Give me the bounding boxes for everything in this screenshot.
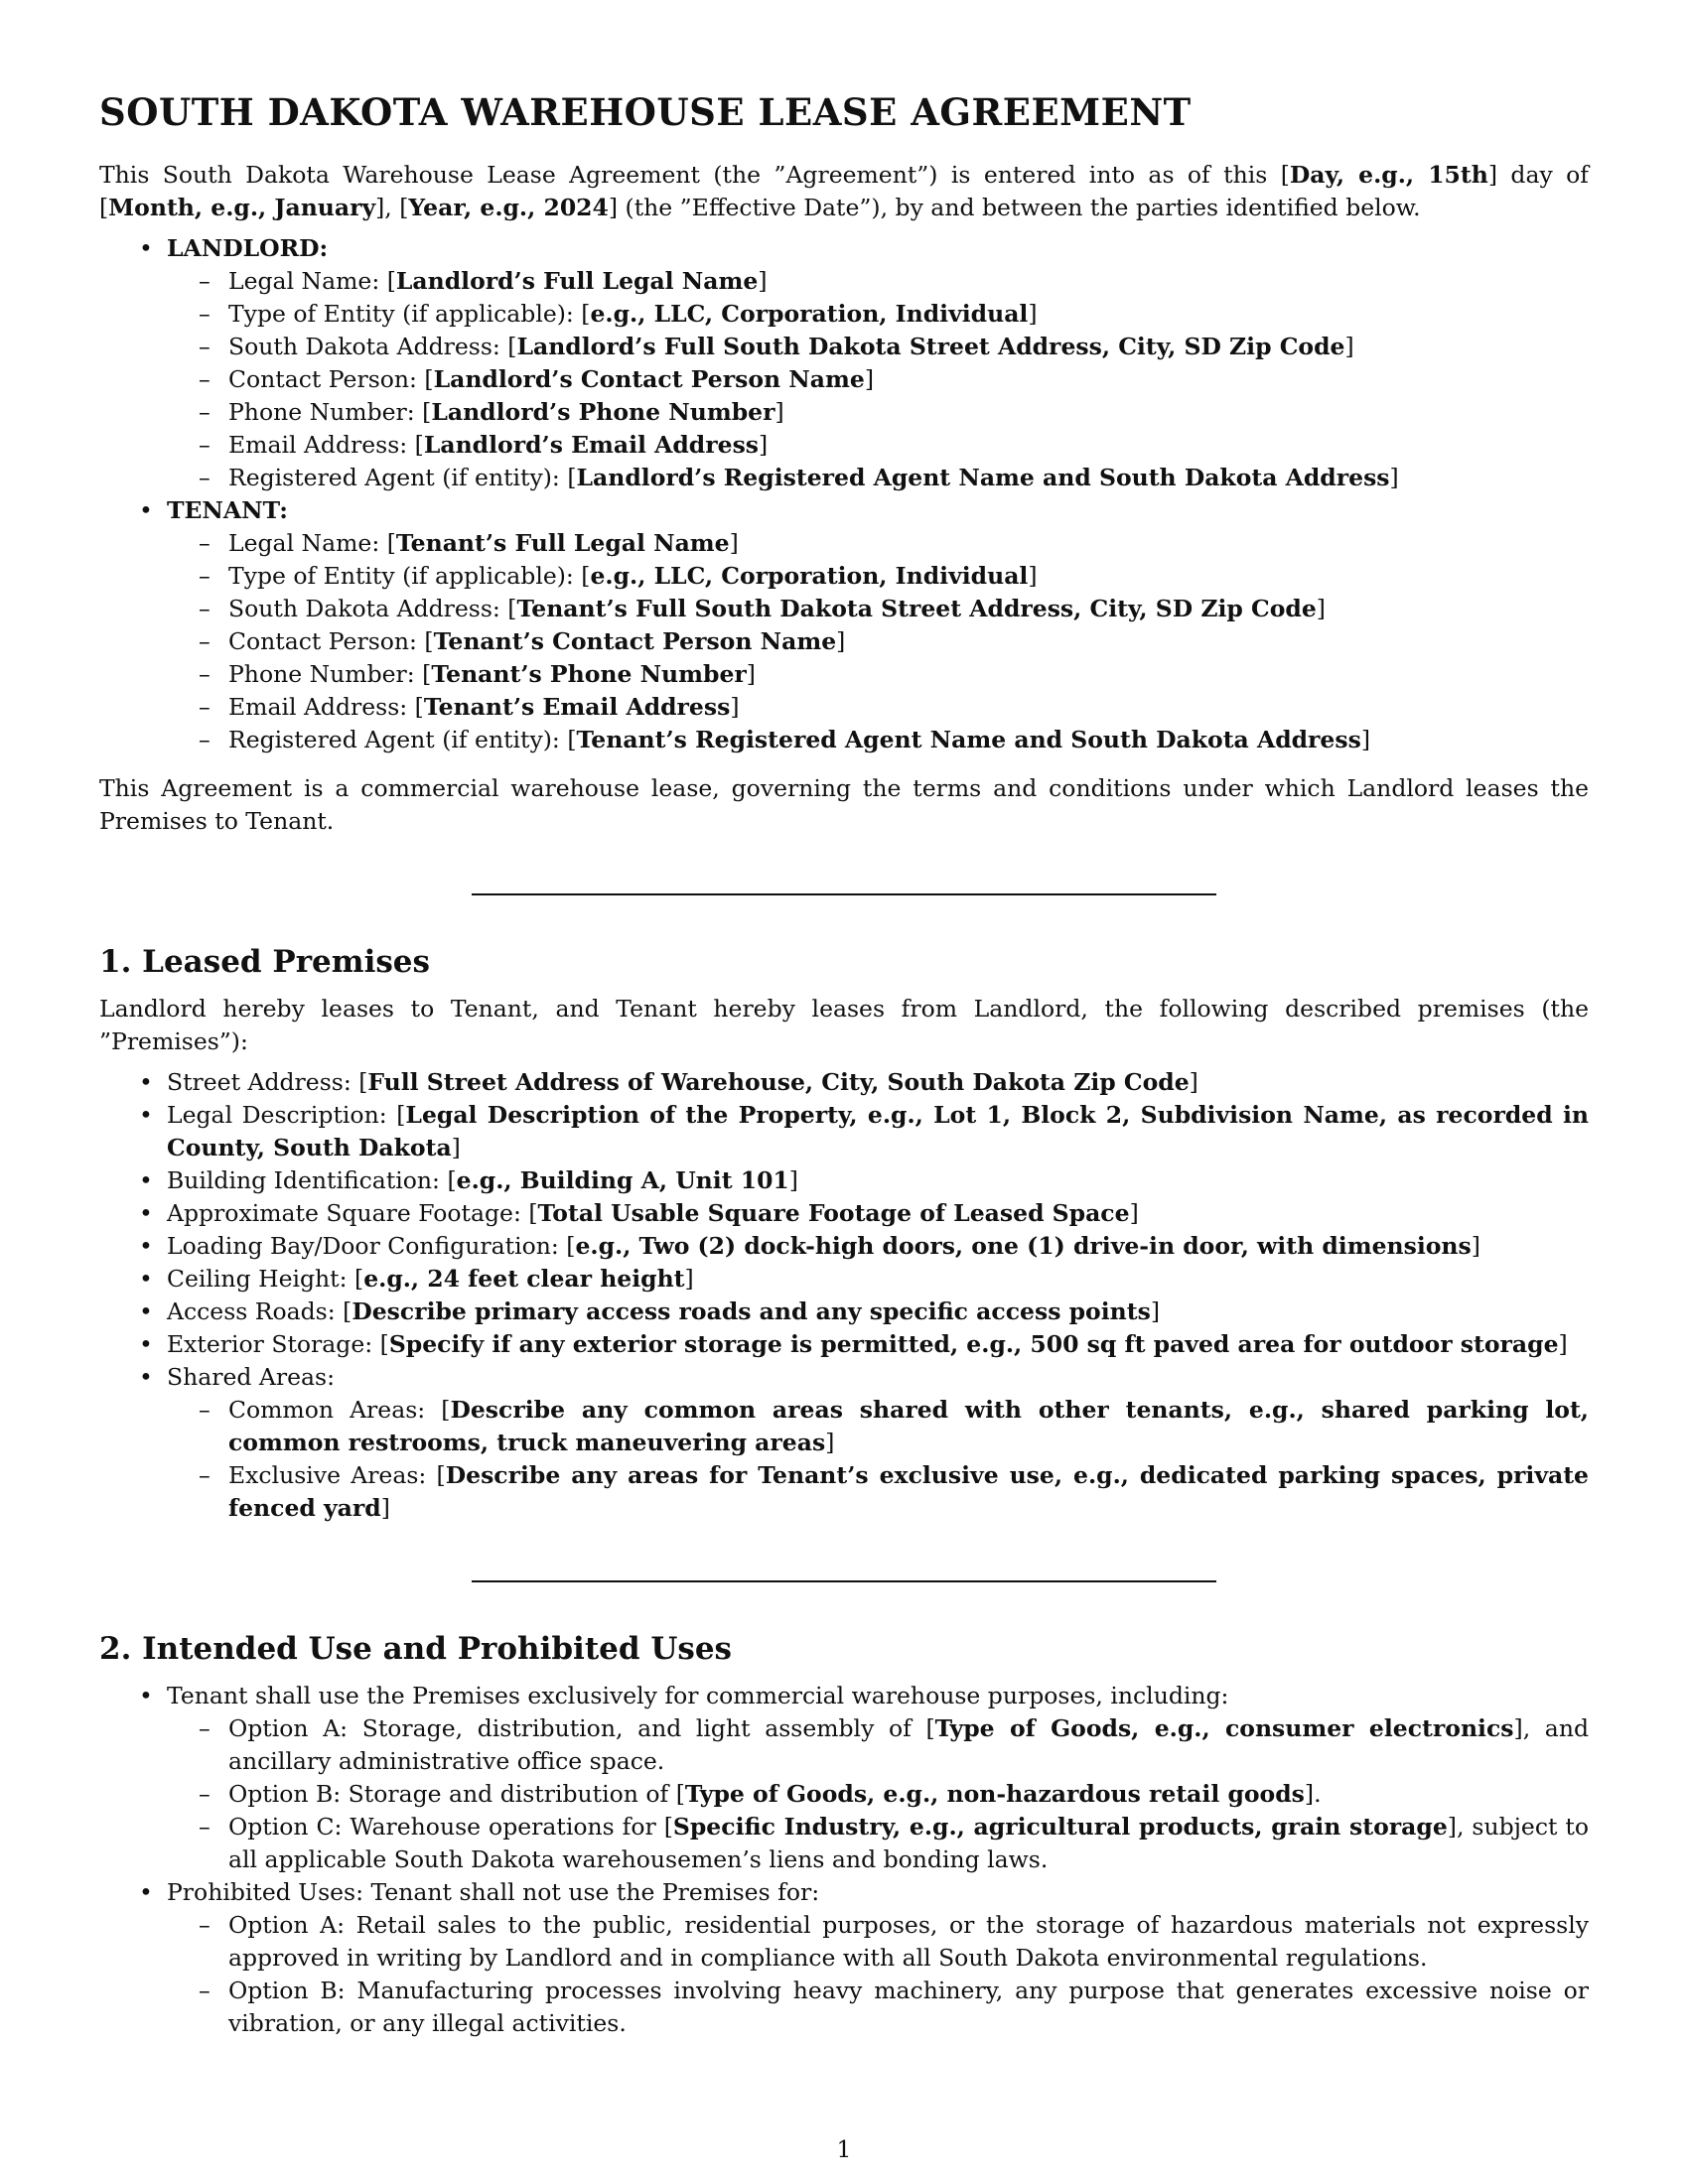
list-item: • Building Identification: [e.g., Building A, Unit 101] bbox=[167, 1164, 1589, 1197]
list-item: – Phone Number: [Tenant’s Phone Number] bbox=[228, 658, 1589, 691]
list-item: – Registered Agent (if entity): [Landlord’s Registered Agent Name and South Dakota Address] bbox=[228, 462, 1589, 494]
tenant-heading: TENANT: bbox=[167, 496, 288, 524]
list-item: – Phone Number: [Landlord’s Phone Number] bbox=[228, 396, 1589, 429]
list-item: – Common Areas: [Describe any common areas shared with other tenants, e.g., shared parking lot, common restrooms, truck maneuvering areas] bbox=[228, 1394, 1589, 1459]
list-item: – Legal Name: [Landlord’s Full Legal Name] bbox=[228, 265, 1589, 298]
shared-areas-entry: • Shared Areas: – Common Areas: [Describe any common areas shared with other tenants, e.g., shared parking lot, common restrooms, truck maneuvering areas] – Exclusive Areas: [Describe any areas for Tenant’s exclusive use, e.g., dedicated parking spaces, private fenced yard] bbox=[167, 1361, 1589, 1525]
list-item: – Option B: Manufacturing processes involving heavy machinery, any purpose that generates excessive noise or vibration, or any illegal activities. bbox=[228, 1975, 1589, 2040]
list-item: • Access Roads: [Describe primary access roads and any specific access points] bbox=[167, 1296, 1589, 1328]
premises-list bbox=[99, 1066, 1589, 1525]
agreement-summary: This Agreement is a commercial warehouse lease, governing the terms and conditions under which Landlord leases the Premises to Tenant. bbox=[99, 774, 1589, 835]
permitted-use-options bbox=[167, 1712, 1589, 1876]
list-item: – Email Address: [Landlord’s Email Address] bbox=[228, 429, 1589, 462]
shared-areas-list bbox=[167, 1394, 1589, 1525]
use-list bbox=[99, 1680, 1589, 2040]
list-item: • Loading Bay/Door Configuration: [e.g., Two (2) dock-high doors, one (1) drive-in door, with dimensions] bbox=[167, 1230, 1589, 1263]
prohibited-use-entry: • Prohibited Uses: Tenant shall not use the Premises for: – Option A: Retail sales to the public, residential purposes, or the storage of hazardous materials not expressly approved in writing by Landlord and in compliance with all South Dakota environmental regulations. – Option B: Manufacturing processes involving heavy machinery, any purpose that generates excessive noise or vibration, or any illegal activities. bbox=[167, 1876, 1589, 2040]
list-item: – Option A: Storage, distribution, and light assembly of [Type of Goods, e.g., consumer electronics], and ancillary administrative office space. bbox=[228, 1712, 1589, 1778]
list-item: – Option C: Warehouse operations for [Specific Industry, e.g., agricultural products, grain storage], subject to all applicable South Dakota warehousemen’s liens and bonding laws. bbox=[228, 1811, 1589, 1876]
prohibited-use-options bbox=[167, 1909, 1589, 2040]
list-item: – Contact Person: [Landlord’s Contact Person Name] bbox=[228, 363, 1589, 396]
month-placeholder: Month, e.g., January bbox=[108, 194, 376, 221]
tenant-entry bbox=[167, 494, 1589, 756]
list-item: – South Dakota Address: [Landlord’s Full South Dakota Street Address, City, SD Zip Code] bbox=[228, 331, 1589, 363]
day-placeholder: Day, e.g., 15th bbox=[1289, 161, 1488, 189]
list-item: • Street Address: [Full Street Address of Warehouse, City, South Dakota Zip Code] bbox=[167, 1066, 1589, 1099]
tenant-details bbox=[167, 527, 1589, 756]
section-divider bbox=[472, 1580, 1216, 1582]
list-item: • Legal Description: [Legal Description of the Property, e.g., Lot 1, Block 2, Subdivision Name, as recorded in County, South Dakota] bbox=[167, 1099, 1589, 1164]
intro-paragraph: This South Dakota Warehouse Lease Agreement (the ”Agreement”) is entered into as of this [Day, e.g., 15th] day of [Month, e.g., January], [Year, e.g., 2024] (the ”Effective Date”), by and between the parties identified below. bbox=[99, 161, 1589, 221]
leased-premises-intro: Landlord hereby leases to Tenant, and Tenant hereby leases from Landlord, the following described premises (the ”Premises”): bbox=[99, 995, 1589, 1055]
list-item: – Email Address: [Tenant’s Email Address] bbox=[228, 691, 1589, 724]
permitted-use-entry: • Tenant shall use the Premises exclusively for commercial warehouse purposes, including: – Option A: Storage, distribution, and light assembly of [Type of Goods, e.g., consumer electronics], and ancillary administrative office space. – Option B: Storage and distribution of [Type of Goods, e.g., non-hazardous retail goods]. – Option C: Warehouse operations for [Specific Industry, e.g., agricultural products, grain storage], subject to all applicable South Dakota warehousemen’s liens and bonding laws. bbox=[167, 1680, 1589, 1876]
section-divider bbox=[472, 893, 1216, 895]
list-item: – Type of Entity (if applicable): [e.g., LLC, Corporation, Individual] bbox=[228, 560, 1589, 593]
list-item: • Approximate Square Footage: [Total Usable Square Footage of Leased Space] bbox=[167, 1197, 1589, 1230]
list-item: – Type of Entity (if applicable): [e.g., LLC, Corporation, Individual] bbox=[228, 298, 1589, 331]
section-heading-intended-use: 2. Intended Use and Prohibited Uses bbox=[99, 1631, 732, 1667]
parties-list bbox=[99, 232, 1589, 756]
list-item: – Registered Agent (if entity): [Tenant’s Registered Agent Name and South Dakota Address] bbox=[228, 724, 1589, 756]
page-number: 1 bbox=[836, 2135, 852, 2163]
list-item: • Ceiling Height: [e.g., 24 feet clear height] bbox=[167, 1263, 1589, 1296]
landlord-entry bbox=[167, 232, 1589, 494]
year-placeholder: Year, e.g., 2024 bbox=[408, 194, 609, 221]
list-item: – Option A: Retail sales to the public, residential purposes, or the storage of hazardous materials not expressly approved in writing by Landlord and in compliance with all South Dakota environmental regulations. bbox=[228, 1909, 1589, 1975]
list-item: – Exclusive Areas: [Describe any areas for Tenant’s exclusive use, e.g., dedicated parking spaces, private fenced yard] bbox=[228, 1459, 1589, 1525]
landlord-heading: LANDLORD: bbox=[167, 234, 329, 262]
list-item: – Contact Person: [Tenant’s Contact Person Name] bbox=[228, 625, 1589, 658]
list-item: – Legal Name: [Tenant’s Full Legal Name] bbox=[228, 527, 1589, 560]
landlord-details bbox=[167, 265, 1589, 494]
document-page bbox=[99, 87, 1589, 2040]
list-item: – South Dakota Address: [Tenant’s Full South Dakota Street Address, City, SD Zip Code] bbox=[228, 593, 1589, 625]
list-item: – Option B: Storage and distribution of [Type of Goods, e.g., non-hazardous retail goods]. bbox=[228, 1778, 1589, 1811]
section-heading-leased-premises: 1. Leased Premises bbox=[99, 944, 430, 980]
document-title: SOUTH DAKOTA WAREHOUSE LEASE AGREEMENT bbox=[99, 90, 1192, 134]
list-item: • Exterior Storage: [Specify if any exterior storage is permitted, e.g., 500 sq ft paved area for outdoor storage] bbox=[167, 1328, 1589, 1361]
